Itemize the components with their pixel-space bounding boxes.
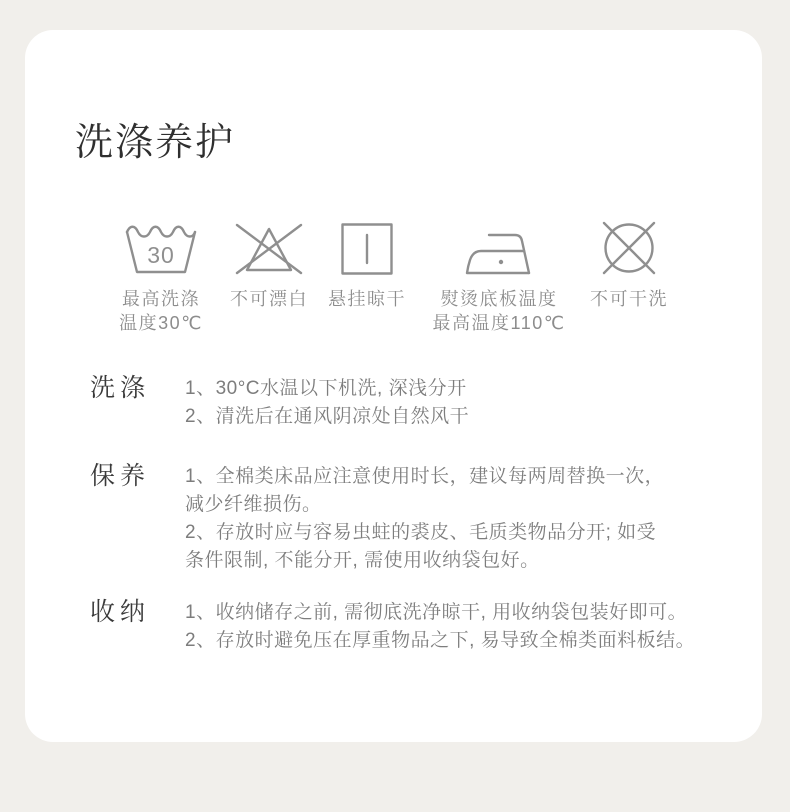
care-symbol-label: 悬挂晾干 xyxy=(328,289,406,309)
section-label: 洗涤 xyxy=(90,374,151,402)
care-symbol-label: 最高洗涤 温度30℃ xyxy=(119,289,203,333)
care-line: 条件限制, 不能分开, 需使用收纳袋包好。 xyxy=(185,550,540,571)
care-symbols-row xyxy=(119,218,671,335)
section-storage xyxy=(90,598,695,655)
care-symbol-iron-max-110 xyxy=(432,218,566,335)
care-symbol-label: 不可漂白 xyxy=(230,289,308,309)
section-washing xyxy=(90,374,469,431)
care-symbol-label: 熨烫底板温度 最高温度110℃ xyxy=(432,289,566,333)
hang-dry-icon xyxy=(340,218,394,276)
section-maintenance xyxy=(90,462,664,575)
care-line: 2、存放时应与容易虫蛀的裘皮、毛质类物品分开; 如受 xyxy=(185,522,657,543)
section-body xyxy=(185,374,469,431)
wash-max-30-icon xyxy=(123,218,199,276)
no-dryclean-icon xyxy=(596,218,662,276)
wash-temp-number: 30 xyxy=(147,242,175,268)
page-title: 洗涤养护 xyxy=(75,122,236,164)
care-line: 减少纤维损伤。 xyxy=(185,494,322,515)
care-symbol-no-bleach xyxy=(227,218,311,311)
section-body xyxy=(185,598,695,655)
care-line: 1、全棉类床品应注意使用时长，建议每两周替换一次， xyxy=(185,466,665,487)
care-symbol-wash-max-30 xyxy=(119,218,203,335)
care-symbol-hang-dry xyxy=(325,218,409,311)
care-line: 1、收纳储存之前, 需彻底洗净晾干, 用收纳袋包装好即可。 xyxy=(185,602,688,623)
section-body xyxy=(185,462,664,575)
section-label: 保养 xyxy=(90,462,151,490)
care-line: 2、清洗后在通风阴凉处自然风干 xyxy=(185,406,470,427)
care-symbol-no-dryclean xyxy=(587,218,671,311)
iron-max-110-icon xyxy=(465,218,533,276)
section-label: 收纳 xyxy=(90,598,151,626)
care-line: 1、30°C水温以下机洗, 深浅分开 xyxy=(185,378,467,399)
no-bleach-icon xyxy=(231,218,307,276)
care-symbol-label: 不可干洗 xyxy=(590,289,668,309)
care-card xyxy=(25,30,762,742)
care-line: 2、存放时避免压在厚重物品之下, 易导致全棉类面料板结。 xyxy=(185,630,696,651)
